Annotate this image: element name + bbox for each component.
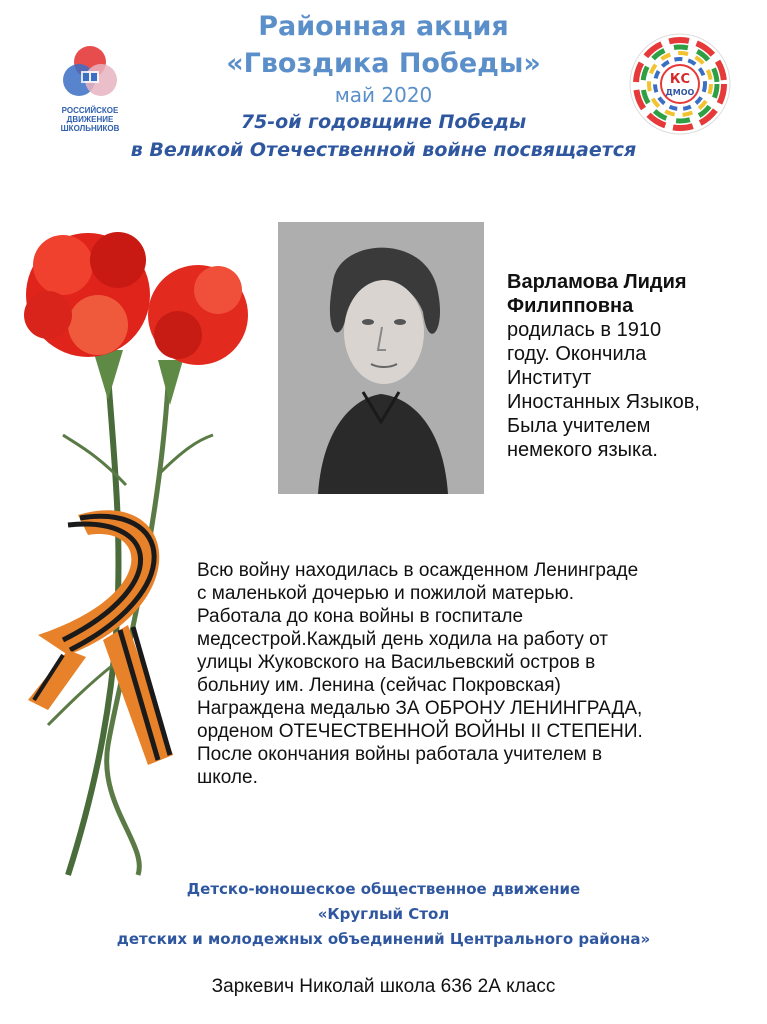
organization-credit xyxy=(0,877,767,952)
ks-dmoo-logo-icon xyxy=(628,28,732,140)
story-line: школе. xyxy=(197,767,258,788)
dedication-line-2: в Великой Отечественной войне посвящается xyxy=(130,139,637,161)
story-line: Награждена медалью ЗА ОБРОНУ ЛЕНИНГРАДА, xyxy=(197,698,643,719)
bio-line: родилась в 1910 xyxy=(507,319,662,341)
rdsh-caption-line-1: РОССИЙСКОЕ xyxy=(61,106,119,115)
dedication-line-1: 75-ой годовщине Победы xyxy=(240,111,527,133)
author-credit: Заркевич Николай школа 636 2А класс xyxy=(211,976,556,997)
rdsh-logo xyxy=(48,42,132,132)
war-story-text xyxy=(197,559,757,789)
rdsh-caption-line-2: ДВИЖЕНИЕ ШКОЛЬНИКОВ xyxy=(60,115,120,133)
story-line: медсестрой.Каждый день ходила на работу от xyxy=(197,629,609,650)
title-line-2: «Гвоздика Победы» xyxy=(226,48,541,79)
ks-text: КС xyxy=(669,72,691,87)
ks-dmoo-logo xyxy=(628,28,732,140)
carnation-flower-2 xyxy=(148,265,248,365)
dmoo-text: ДМОО xyxy=(665,88,695,97)
bio-line: немекого языка. xyxy=(507,439,658,461)
title-line-1: Районная акция xyxy=(258,11,509,42)
story-line: После окончания войны работала учителем в xyxy=(197,744,603,765)
biography-summary xyxy=(507,270,757,462)
story-line: улицы Жуковского на Васильевский остров в xyxy=(197,652,596,673)
bio-line: Иностанных Языков, xyxy=(507,391,700,413)
story-line: больниу им. Ленина (сейчас Покровская) xyxy=(197,675,561,696)
story-line: Всю войну находилась в осажденном Ленинграде xyxy=(197,560,639,581)
person-name-line-2: Филипповна xyxy=(507,295,634,317)
organization-line-1: Детско-юношеское общественное движение xyxy=(186,880,581,898)
st-george-ribbon xyxy=(28,510,173,765)
portrait-photo xyxy=(278,222,484,494)
person-name-line-1: Варламова Лидия xyxy=(507,271,687,293)
carnation-flower-1 xyxy=(24,232,150,357)
organization-line-2: «Круглый Стол xyxy=(317,905,450,923)
bio-line: Была учителем xyxy=(507,415,651,437)
rdsh-logo-caption xyxy=(48,106,132,133)
bio-line: году. Окончила xyxy=(507,343,647,365)
story-line: Работала до кона войны в госпитале xyxy=(197,606,524,627)
rdsh-logo-icon xyxy=(48,42,132,108)
event-date: май 2020 xyxy=(334,83,433,107)
story-line: с маленькой дочерью и пожилой матерью. xyxy=(197,583,575,604)
bio-line: Институт xyxy=(507,367,592,389)
story-line: орденом ОТЕЧЕСТВЕННОЙ ВОЙНЫ II СТЕПЕНИ. xyxy=(197,721,643,742)
organization-line-3: детских и молодежных объединений Центрального района» xyxy=(116,930,651,948)
